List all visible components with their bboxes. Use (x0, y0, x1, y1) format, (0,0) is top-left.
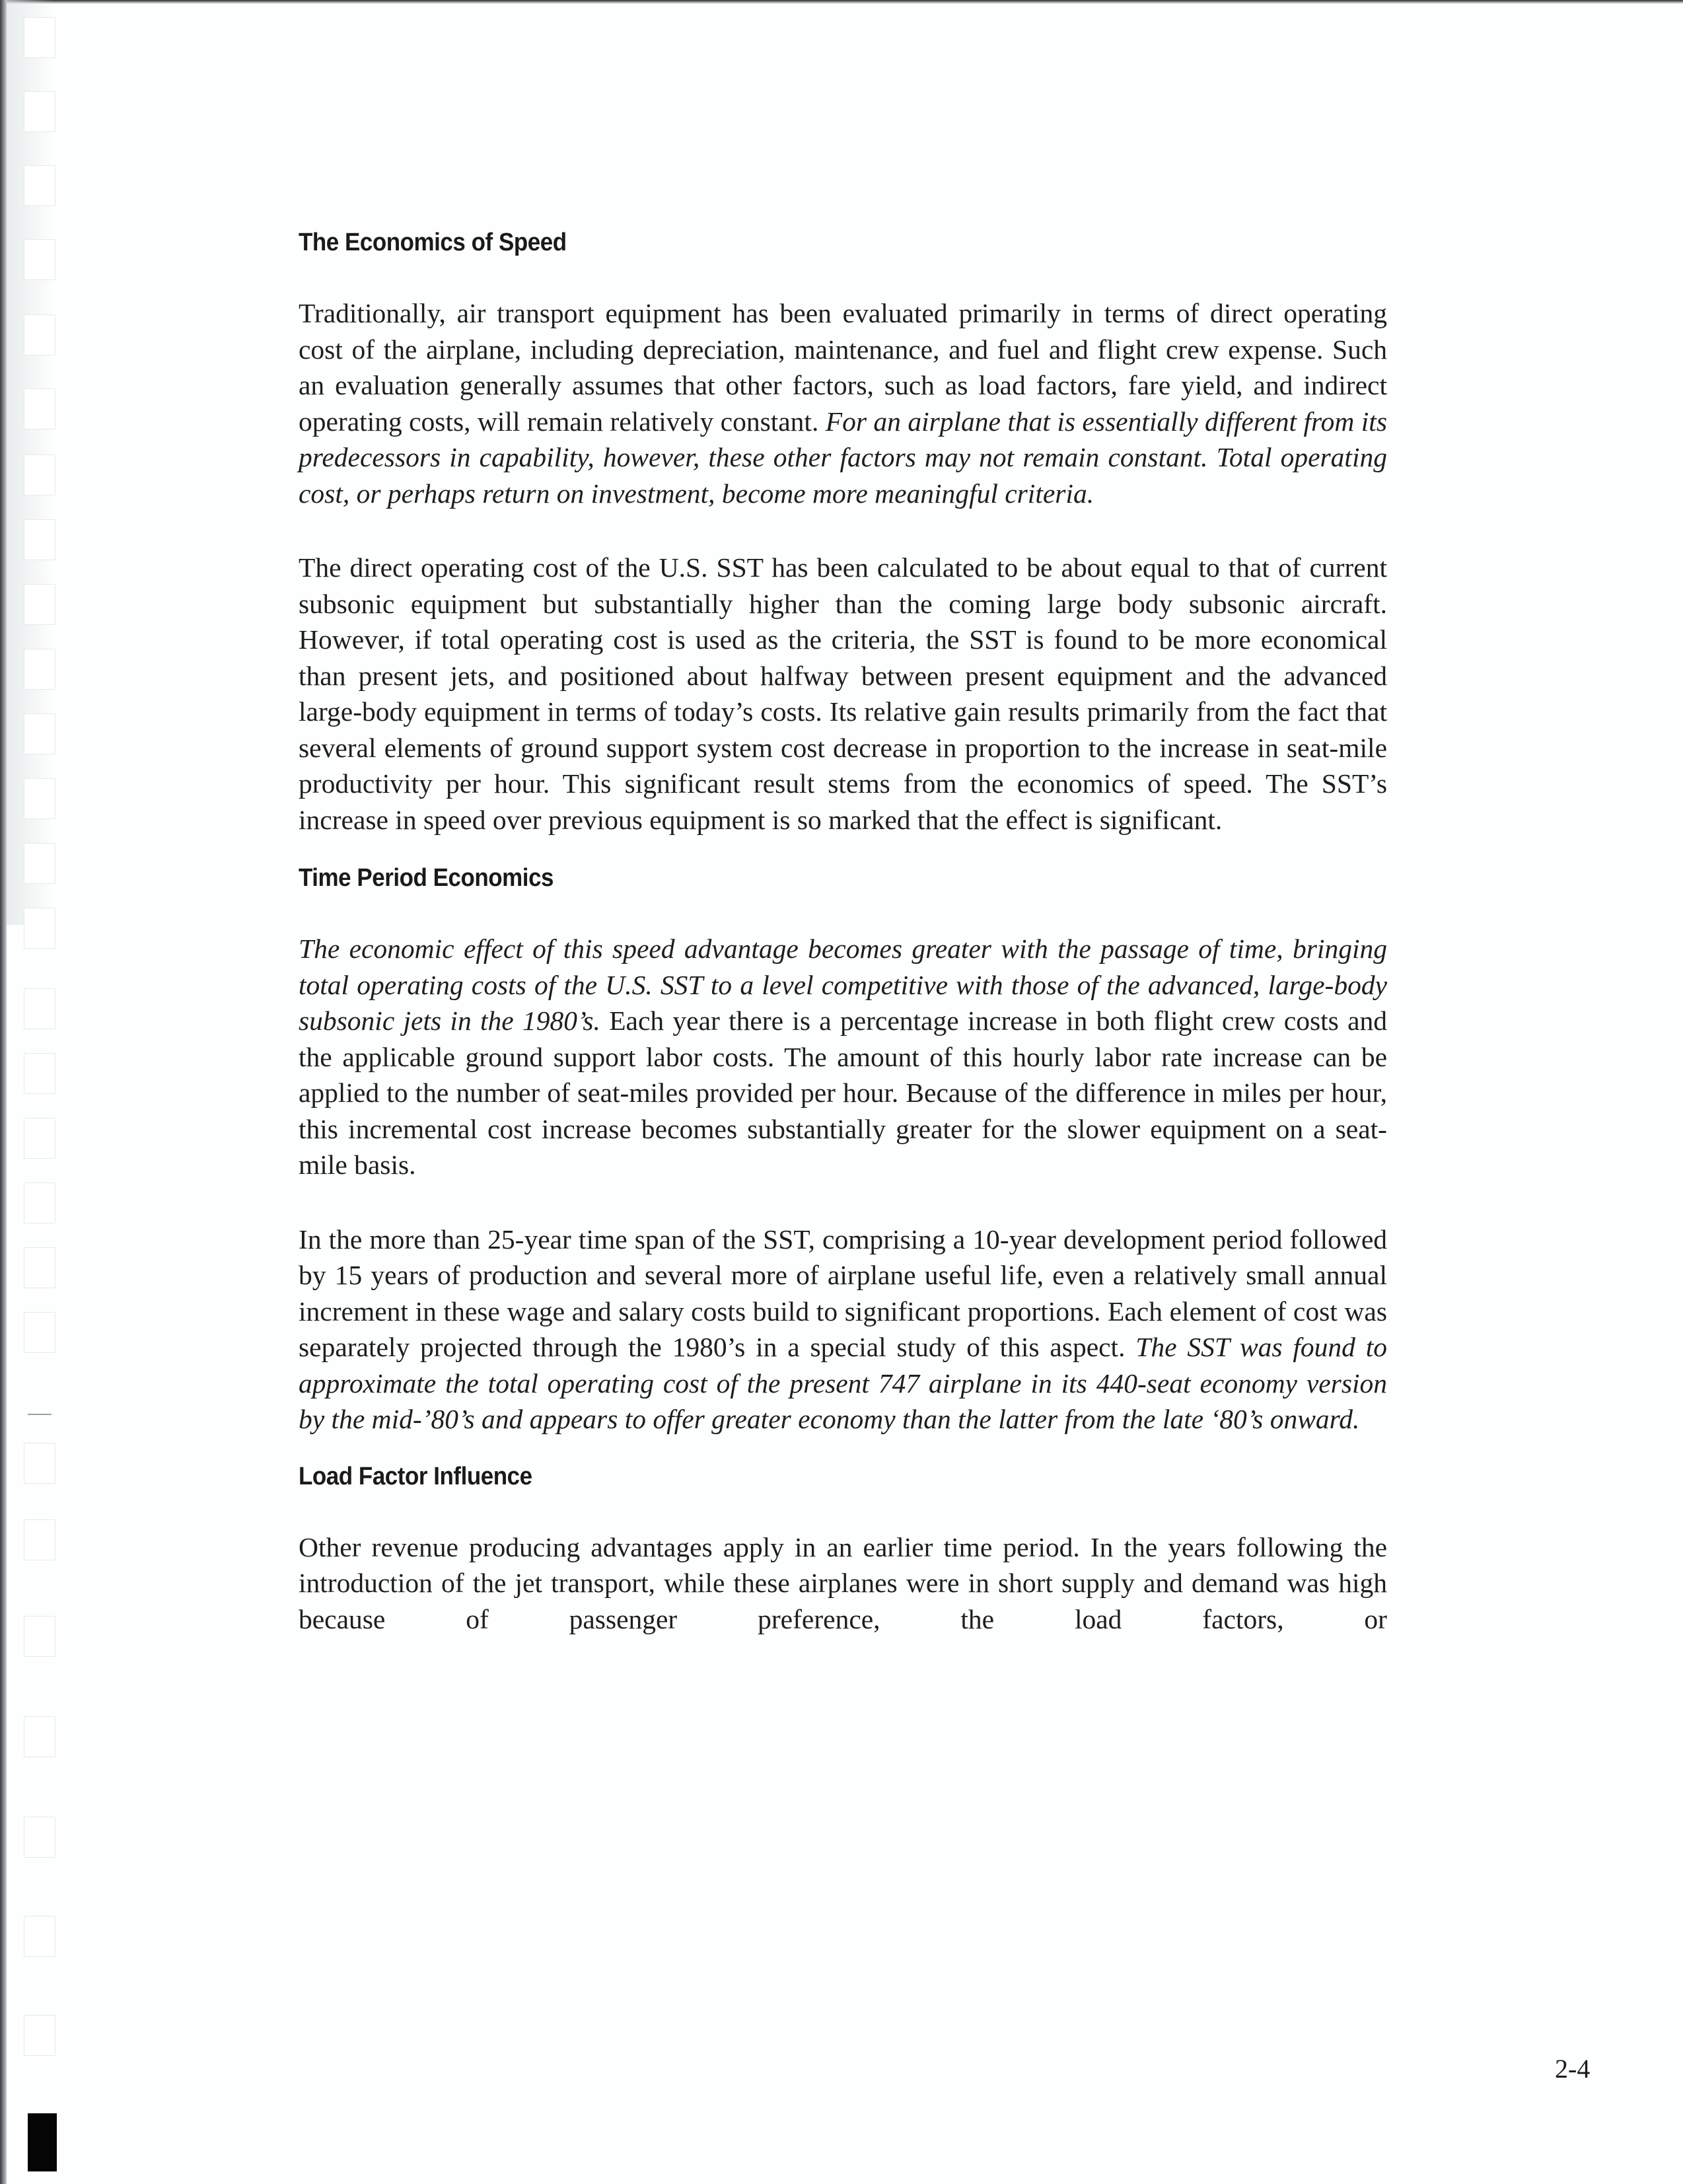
binding-hole (24, 713, 55, 754)
binding-hole (24, 1817, 55, 1858)
text-run: The direct operating cost of the U.S. SST has been calculated to be about equal to that of current subsonic equipment but substantially higher than the coming large body subsonic aircraft. However, if total operating cost is used as the criteria, the SST is found to be more economical than present jets, and positioned about halfway between present equipment and the advanced large-body equipment in terms of today’s costs. Its relative gain results primarily from the fact that several elements of ground support system cost decrease in proportion to the increase in seat-mile productivity per hour. This significant result stems from the economics of speed. The SST’s increase in speed over previous equipment is so marked that the effect is significant. (299, 552, 1387, 835)
binding-hole (24, 519, 55, 560)
binding-hole (24, 314, 55, 355)
binding-hole (24, 649, 55, 690)
text-run: Traditionally, air transport equipment has been evaluated primarily in terms of direct operating cost of the airplane, including depreciation, maintenance, and fuel and flight crew expense. Such an evaluation generally assumes that other factors, such as load factors, fare yield, and indirect operating costs, will remain relatively constant. (299, 298, 1387, 437)
paragraph (299, 1529, 1387, 1638)
binding-hole (24, 239, 55, 280)
section-heading-economics-of-speed: The Economics of Speed (299, 229, 567, 256)
italic-text-run: The economic effect of this speed advantage becomes greater with the passage of time, bringing total operating costs of the U.S. SST to a level competitive with those of the advanced, large-body subsonic jets in the 1980’s. (299, 933, 1387, 1036)
binding-hole (24, 1183, 55, 1223)
binding-hole (24, 1312, 55, 1353)
page-number: 2-4 (1555, 2054, 1591, 2084)
binding-hole (24, 778, 55, 819)
binding-hole (24, 1616, 55, 1657)
page-top-edge (0, 0, 1683, 4)
binding-hole (24, 1118, 55, 1159)
binding-hole (24, 1247, 55, 1288)
binding-hole (24, 1716, 55, 1757)
binding-hole (24, 17, 55, 58)
binding-hole (24, 908, 55, 949)
binding-hole (24, 988, 55, 1029)
document-body (299, 229, 1387, 1637)
paragraph (299, 550, 1387, 838)
binding-hole (24, 584, 55, 625)
text-run: Other revenue producing advantages apply in an earlier time period. In the years following the introduction of the jet transport, while these airplanes were in short supply and demand was high because of passenger preference, the load factors, or (299, 1531, 1387, 1634)
text-run: Each year there is a percentage increase in both flight crew costs and the applicable ground support labor costs. The amount of this hourly labor rate increase can be applied to the number of seat-miles provided per hour. Because of the difference in miles per hour, this incremental cost increase becomes substantially greater for the slower equipment on a seat-mile basis. (299, 1005, 1387, 1180)
binding-hole (24, 2015, 55, 2056)
binding-hole (24, 388, 55, 429)
page-left-edge (0, 0, 7, 2184)
paragraph (299, 931, 1387, 1183)
binding-hole (24, 1519, 55, 1560)
binding-hole (24, 1916, 55, 1957)
binding-hole (24, 91, 55, 132)
binding-hole (24, 1443, 55, 1484)
binding-hole (24, 165, 55, 206)
binding-hole (24, 455, 55, 495)
paragraph (299, 295, 1387, 511)
section-heading-time-period-economics: Time Period Economics (299, 864, 554, 892)
italic-text-run: For an airplane that is essentially different from its predecessors in capability, however, these other factors may not remain constant. Total operating cost, or perhaps return on investment, become more meaningful criteria. (299, 406, 1387, 509)
italic-text-run: The SST was found to approximate the total operating cost of the present 747 airplane in its 440-seat economy version by the mid-’80’s and appears to offer greater economy than the latter from the late ‘80’s onward. (299, 1332, 1387, 1434)
text-run: In the more than 25-year time span of the SST, comprising a 10-year development period followed by 15 years of production and several more of airplane useful life, even a relatively small annual increment in these wage and salary costs build to significant proportions. Each element of cost was separately projected through the 1980’s in a special study of this aspect. (299, 1223, 1387, 1362)
binding-hole (24, 1053, 55, 1094)
registration-marker (28, 2113, 57, 2171)
margin-tick-mark (28, 1414, 52, 1415)
binding-hole (24, 843, 55, 884)
paragraph (299, 1221, 1387, 1438)
section-heading-load-factor-influence: Load Factor Influence (299, 1462, 532, 1490)
